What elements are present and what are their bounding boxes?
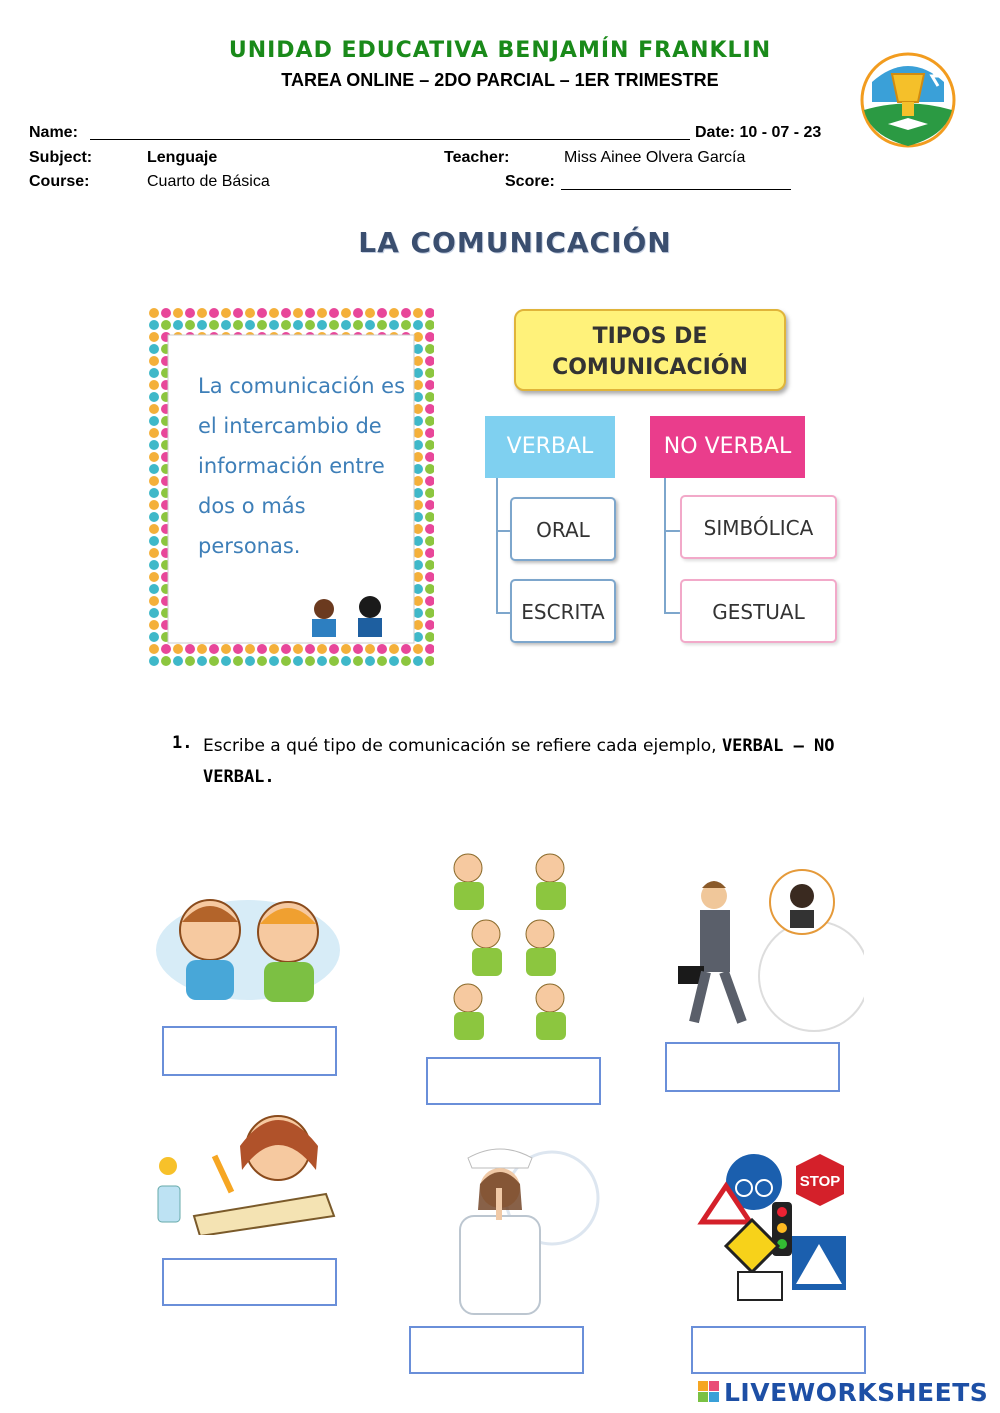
course-value: Cuarto de Básica (147, 173, 270, 190)
answer-box-3[interactable] (665, 1042, 840, 1092)
answer-box-1[interactable] (162, 1026, 337, 1076)
name-label: Name: (29, 124, 78, 141)
simbolica-box: SIMBÓLICA (680, 495, 837, 559)
types-root-line1: TIPOS DE (592, 324, 708, 349)
gestual-box: GESTUAL (680, 579, 837, 643)
verbal-connector (496, 478, 498, 613)
no-verbal-connector-gestual (664, 612, 680, 614)
subject-value: Lenguaje (147, 149, 218, 166)
verbal-connector-oral (496, 530, 510, 532)
school-logo-icon (858, 52, 958, 148)
types-root-line2: COMUNICACIÓN (552, 355, 748, 380)
answer-box-4[interactable] (162, 1258, 337, 1306)
two-kids-talking-icon (152, 880, 344, 1008)
teacher-value: Miss Ainee Olvera García (564, 149, 746, 166)
page-title: LA COMUNICACIÓN (358, 226, 672, 259)
verbal-connector-escrita (496, 612, 510, 614)
svg-text:STOP: STOP (799, 1173, 841, 1190)
question-number: 1. (172, 733, 193, 753)
no-verbal-connector (664, 478, 666, 613)
name-line (90, 139, 690, 140)
date-label: Date: 10 - 07 - 23 (695, 124, 822, 141)
teacher-label: Teacher: (444, 149, 510, 166)
verbal-category: VERBAL (485, 416, 615, 478)
course-label: Course: (29, 173, 90, 190)
girl-writing-icon (150, 1100, 340, 1235)
traffic-signs-icon (696, 1150, 856, 1310)
liveworksheets-logo-icon (698, 1381, 720, 1403)
score-label: Score: (505, 173, 555, 190)
question-options: VERBAL – NO VERBAL. (203, 736, 835, 787)
oral-box: ORAL (510, 497, 616, 561)
assignment-subtitle: TAREA ONLINE – 2DO PARCIAL – 1ER TRIMESTRE (281, 70, 719, 90)
nurse-silence-icon (452, 1140, 602, 1315)
answer-box-6[interactable] (691, 1326, 866, 1374)
sign-language-icon (440, 848, 590, 1048)
types-root-box (514, 309, 786, 391)
definition-text: La comunicación es el intercambio de información entre dos o más personas. (198, 374, 406, 558)
question-text (203, 731, 883, 793)
answer-box-5[interactable] (409, 1326, 584, 1374)
answer-box-2[interactable] (426, 1057, 601, 1105)
liveworksheets-brand[interactable]: LIVEWORKSHEETS (724, 1378, 989, 1407)
no-verbal-connector-simbolica (664, 530, 680, 532)
escrita-box: ESCRITA (510, 579, 616, 643)
score-line (561, 189, 791, 190)
subject-label: Subject: (29, 149, 93, 166)
question-instruction: Escribe a qué tipo de comunicación se refiere cada ejemplo, (203, 736, 722, 756)
no-verbal-category: NO VERBAL (650, 416, 805, 478)
man-on-phone-icon (664, 866, 864, 1036)
school-name: UNIDAD EDUCATIVA BENJAMÍN FRANKLIN (228, 38, 772, 63)
name-field (29, 124, 78, 142)
